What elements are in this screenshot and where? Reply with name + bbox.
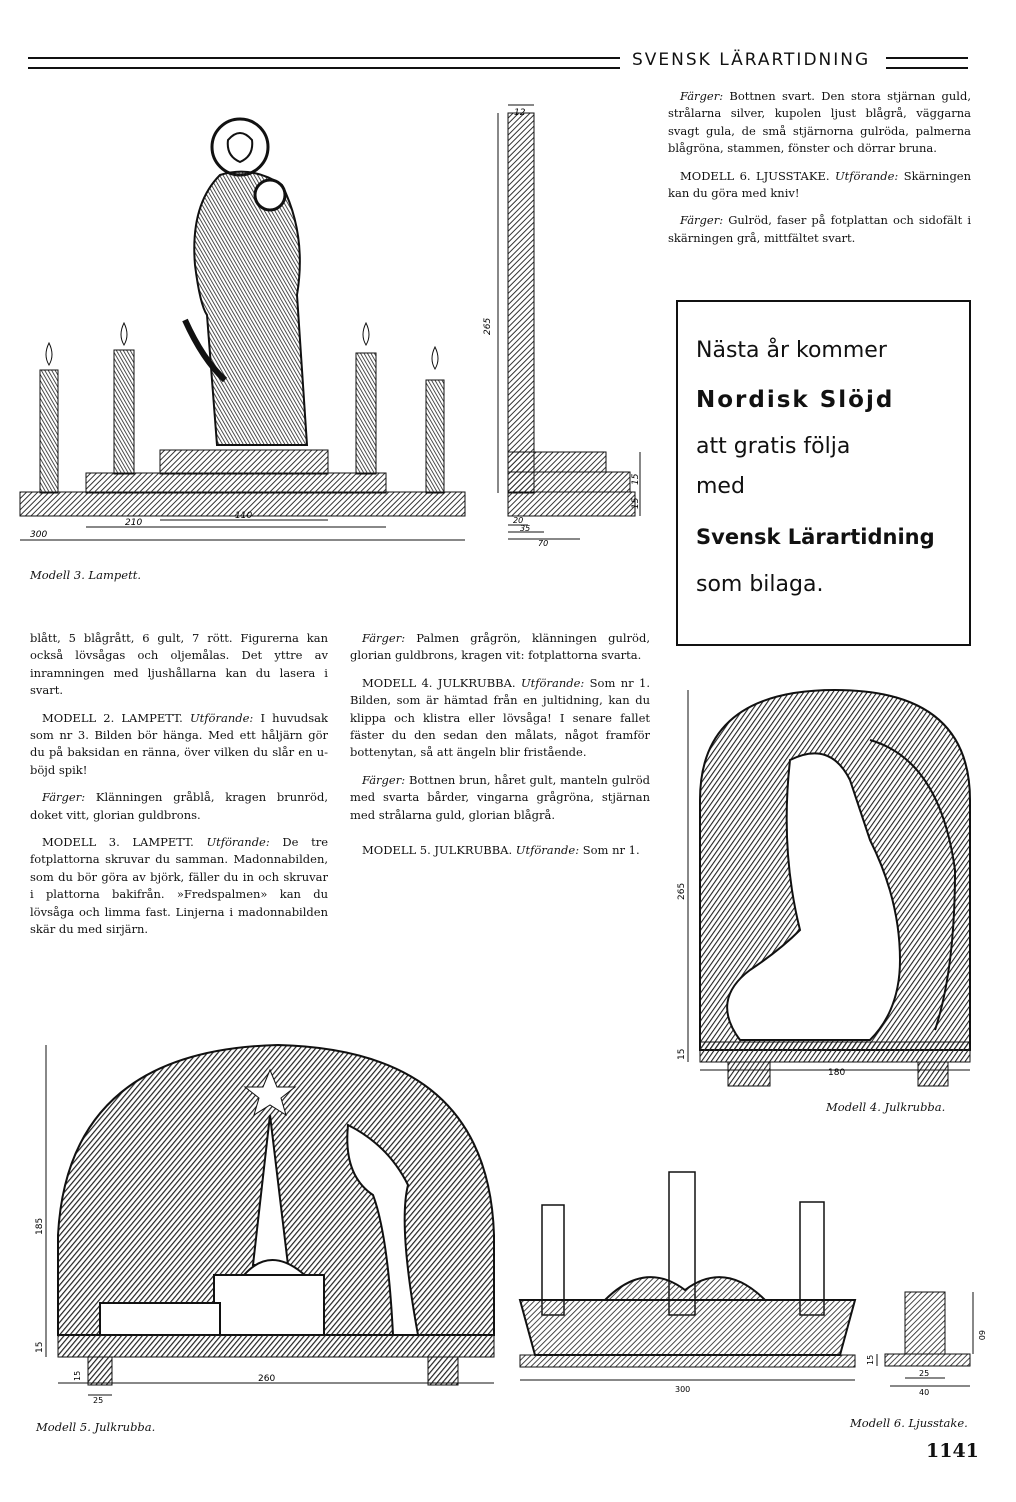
paragraph-text: blått, 5 blågrått, 6 gult, 7 rött. Figurerna kan också lövsågas och oljemålas. Det yttre av inramningen med ljushållarna kan du lasera i svart.: [30, 631, 328, 698]
dim-300: 300: [30, 530, 48, 540]
paragraph-text: Palmen grågrön, klänningen gulröd, glorian guldbrons, kragen vit: fotplattorna svarta.: [350, 631, 650, 663]
candle: [356, 353, 376, 474]
base-plate-middle: [86, 473, 386, 493]
candle: [800, 1202, 824, 1315]
farger-label: Färger:: [362, 631, 406, 645]
dim-260: 260: [258, 1374, 276, 1384]
ad-line: Nästa år kommer: [696, 338, 887, 363]
side-view-post: [905, 1292, 945, 1354]
side-view-base: [508, 452, 606, 472]
farger-label: Färger:: [42, 790, 86, 805]
paragraph-text: Som nr 1. Bilden, som är hämtad från en jultidning, kan du klippa och klistra eller lövsåga! I senare fallet fäster du den sedan den målats, något framför bottenytan, så att ängeln blir fristående.: [350, 675, 650, 760]
ad-line: som bilaga.: [696, 572, 824, 597]
side-view-base: [508, 472, 630, 492]
text-column-1: [30, 630, 328, 949]
dim-35: 35: [520, 524, 531, 533]
base-plate: [700, 1042, 970, 1062]
foot: [728, 1062, 770, 1086]
foot: [428, 1357, 458, 1385]
ad-line-nordisk-slojd: Nordisk Slöjd: [696, 387, 895, 413]
caption-model6: Modell 6. Ljusstake.: [850, 1416, 968, 1430]
dim-20: 20: [513, 516, 524, 525]
dim-25: 25: [919, 1369, 930, 1378]
paragraph-text: Skärningen kan du göra med kniv!: [668, 168, 972, 201]
model6-ljusstake-illustration: [505, 1160, 985, 1400]
dim-180: 180: [828, 1068, 846, 1078]
header-rule-left: [28, 57, 620, 69]
dim-25: 25: [93, 1396, 104, 1405]
utforande-label: Utförande:: [515, 843, 580, 858]
advertisement-box: [676, 300, 971, 646]
candle: [542, 1205, 564, 1315]
dim-300: 300: [675, 1385, 691, 1394]
base-plate: [58, 1335, 494, 1357]
model3-lampett-illustration: [10, 95, 660, 555]
journal-title: SVENSK LÄRARTIDNING: [632, 50, 871, 70]
section-heading: MODELL 2. LAMPETT.: [42, 710, 183, 725]
paragraph-text: Gulröd, faser på fotplattan och sidofält i skärningen grå, mittfältet svart.: [668, 213, 971, 245]
candle: [426, 380, 444, 493]
dim-210: 210: [125, 518, 143, 528]
dim-40: 40: [919, 1388, 930, 1397]
paragraph-text: Bottnen brun, håret gult, manteln gulröd med svarta bårder, vingarna grågröna, stjärnan med strålarna guld, glorian blågrå.: [350, 772, 650, 822]
dim-60: 60: [977, 1330, 986, 1341]
paragraph-text: De tre fotplattorna skruvar du samman. Madonnabilden, som du bör göra av björk, fäller du in och skruvar i plattorna bakifrån. »Fredspalmen» kan du lövsåga och limma fast. Linjerna i madonnabilden skär du med sirjärn.: [30, 835, 329, 937]
dim-265: 265: [483, 317, 493, 335]
text-column-2: [350, 630, 650, 869]
utforande-label: Utförande:: [206, 835, 270, 850]
foot: [88, 1357, 112, 1385]
dim-110: 110: [235, 511, 253, 521]
madonna-figure: [185, 119, 307, 445]
farger-label: Färger:: [680, 213, 724, 228]
page-number: 1141: [926, 1440, 979, 1462]
side-view-post: [508, 113, 534, 493]
side-view-base: [885, 1354, 970, 1366]
section-heading: MODELL 4. JULKRUBBA.: [362, 675, 516, 690]
dim-265: 265: [677, 882, 687, 900]
ad-line: att gratis följa: [696, 434, 851, 459]
dim-15: 15: [677, 1048, 687, 1060]
top-right-text: [668, 88, 971, 257]
utforande-label: Utförande:: [520, 675, 585, 690]
farger-label: Färger:: [680, 89, 724, 103]
base: [520, 1355, 855, 1367]
dim-15: 15: [73, 1370, 82, 1381]
header-rule-right: [886, 57, 968, 69]
ad-line: med: [696, 474, 745, 499]
paragraph-text: Bottnen svart. Den stora stjärnan guld, strålarna silver, kupolen ljust blågrå, väggarna svagt gula, de små stjärnorna gulröda, palmerna blågröna, stammen, fönster och dörrar bruna.: [668, 89, 971, 156]
candle: [114, 350, 134, 474]
foot: [918, 1062, 948, 1086]
candle: [40, 370, 58, 493]
candlestick-body: [520, 1300, 855, 1355]
ad-line-svensk-larartidning: Svensk Lärartidning: [696, 525, 935, 549]
caption-model3: Modell 3. Lampett.: [30, 568, 141, 582]
section-heading: MODELL 5. JULKRUBBA.: [362, 843, 513, 858]
dim-12: 12: [514, 108, 526, 118]
dim-70: 70: [538, 539, 549, 548]
dim-15: 15: [631, 497, 641, 509]
utforande-label: Utförande:: [834, 168, 899, 183]
model4-julkrubba-illustration: [670, 680, 980, 1090]
dim-15: 15: [35, 1341, 45, 1353]
building: [214, 1275, 324, 1335]
dim-15: 15: [631, 473, 641, 485]
side-view-base: [508, 492, 635, 516]
model5-julkrubba-illustration: [18, 1035, 498, 1410]
farger-label: Färger:: [362, 772, 406, 787]
dim-185: 185: [35, 1217, 45, 1235]
paragraph-text: I huvudsak som nr 3. Bilden bör hänga. Med ett håljärn gör du på baksidan en ränna, över vilken du slår en u-böjd spik!: [30, 710, 328, 777]
caption-model5: Modell 5. Julkrubba.: [36, 1420, 156, 1434]
dim-15: 15: [866, 1354, 875, 1365]
section-heading: MODELL 3. LAMPETT.: [42, 835, 194, 850]
base-plate-small: [160, 450, 328, 474]
caption-model4: Modell 4. Julkrubba.: [826, 1100, 946, 1114]
paragraph-text: Som nr 1.: [579, 843, 640, 858]
paragraph-text: Klänningen gråblå, kragen brunröd, doket vitt, glorian guldbrons.: [30, 790, 328, 822]
section-heading: MODELL 6. LJUSSTAKE.: [680, 168, 830, 183]
building: [100, 1303, 220, 1335]
utforande-label: Utförande:: [189, 710, 254, 725]
